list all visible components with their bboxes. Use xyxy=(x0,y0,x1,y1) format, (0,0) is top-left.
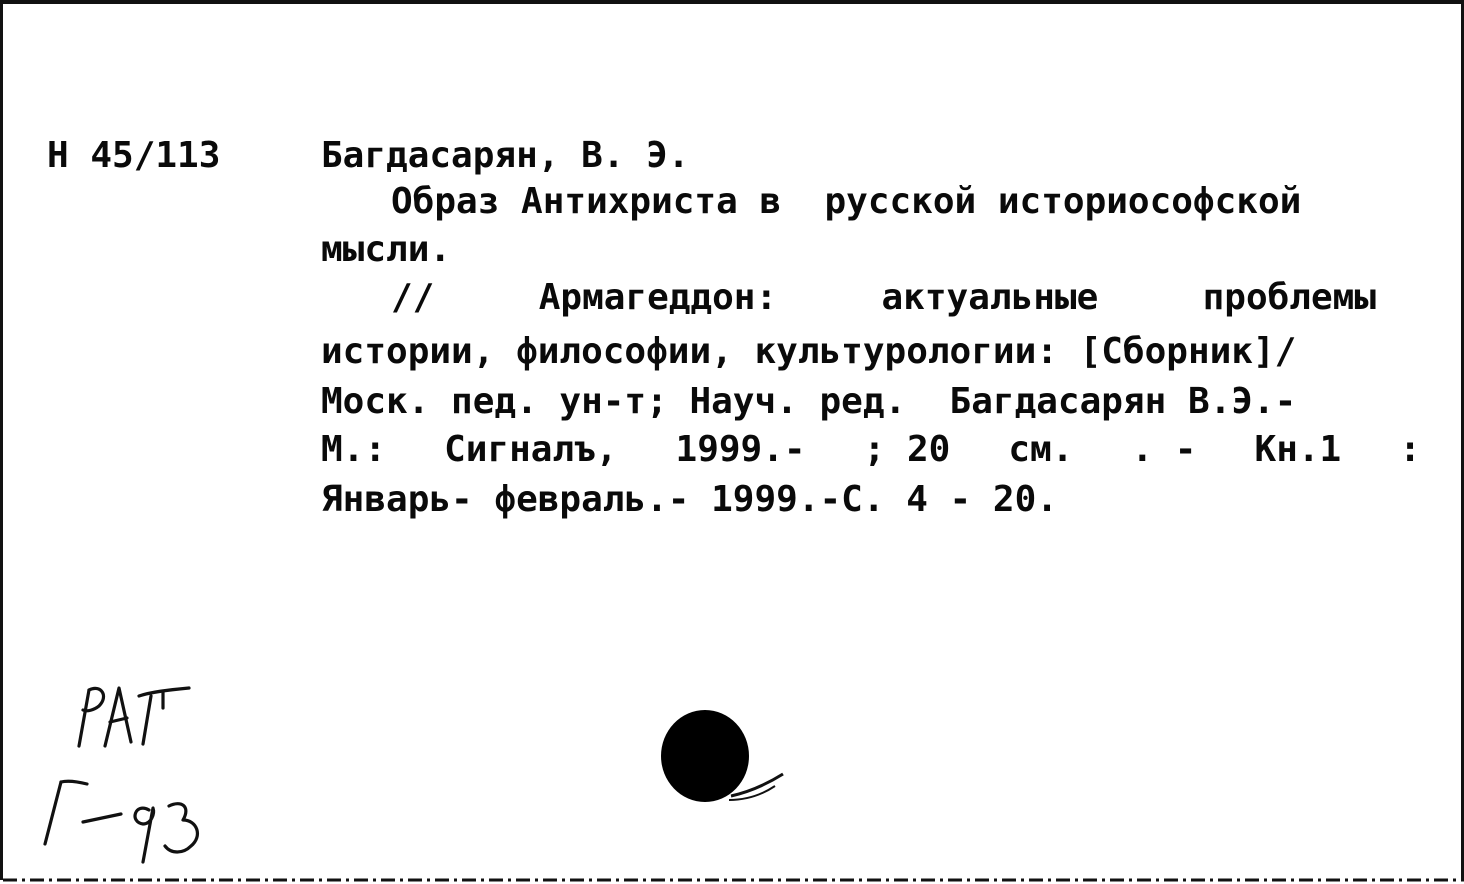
source-line-1 xyxy=(391,277,1376,318)
shelf-mark: Н 45/113 xyxy=(47,135,221,176)
source-line-2: истории, философии, культурологии: [Сборник]/ xyxy=(321,331,1297,372)
source-line-1-part: // xyxy=(391,277,435,318)
author-heading: Багдасарян, В. Э. xyxy=(321,135,690,176)
source-line-4-part: ; 20 xyxy=(863,429,951,470)
source-line-1-part: Армагеддон: xyxy=(538,277,778,318)
punch-hole xyxy=(659,708,789,808)
source-line-4-part: Кн.1 xyxy=(1254,429,1342,470)
handwritten-note xyxy=(39,674,259,874)
source-line-4 xyxy=(321,429,1421,470)
title-line-2: мысли. xyxy=(321,229,452,270)
source-line-1-part: актуальные xyxy=(881,277,1099,318)
source-line-3: Моск. пед. ун-т; Науч. ред. Багдасарян В.Э.- xyxy=(321,381,1297,422)
source-line-5: Январь- февраль.- 1999.-С. 4 - 20. xyxy=(321,479,1058,520)
source-line-4-part: 1999.- xyxy=(675,429,806,470)
source-line-1-part: проблемы xyxy=(1202,277,1376,318)
title-line-1: Образ Антихриста в русской историософской xyxy=(391,181,1302,222)
card-bottom-edge xyxy=(3,876,1464,884)
source-line-4-part: : xyxy=(1399,429,1421,470)
source-line-4-part: см. xyxy=(1008,429,1074,470)
source-line-4-part: М.: xyxy=(321,429,387,470)
source-line-4-part: Сигналъ, xyxy=(444,429,618,470)
source-line-4-part: . - xyxy=(1131,429,1197,470)
